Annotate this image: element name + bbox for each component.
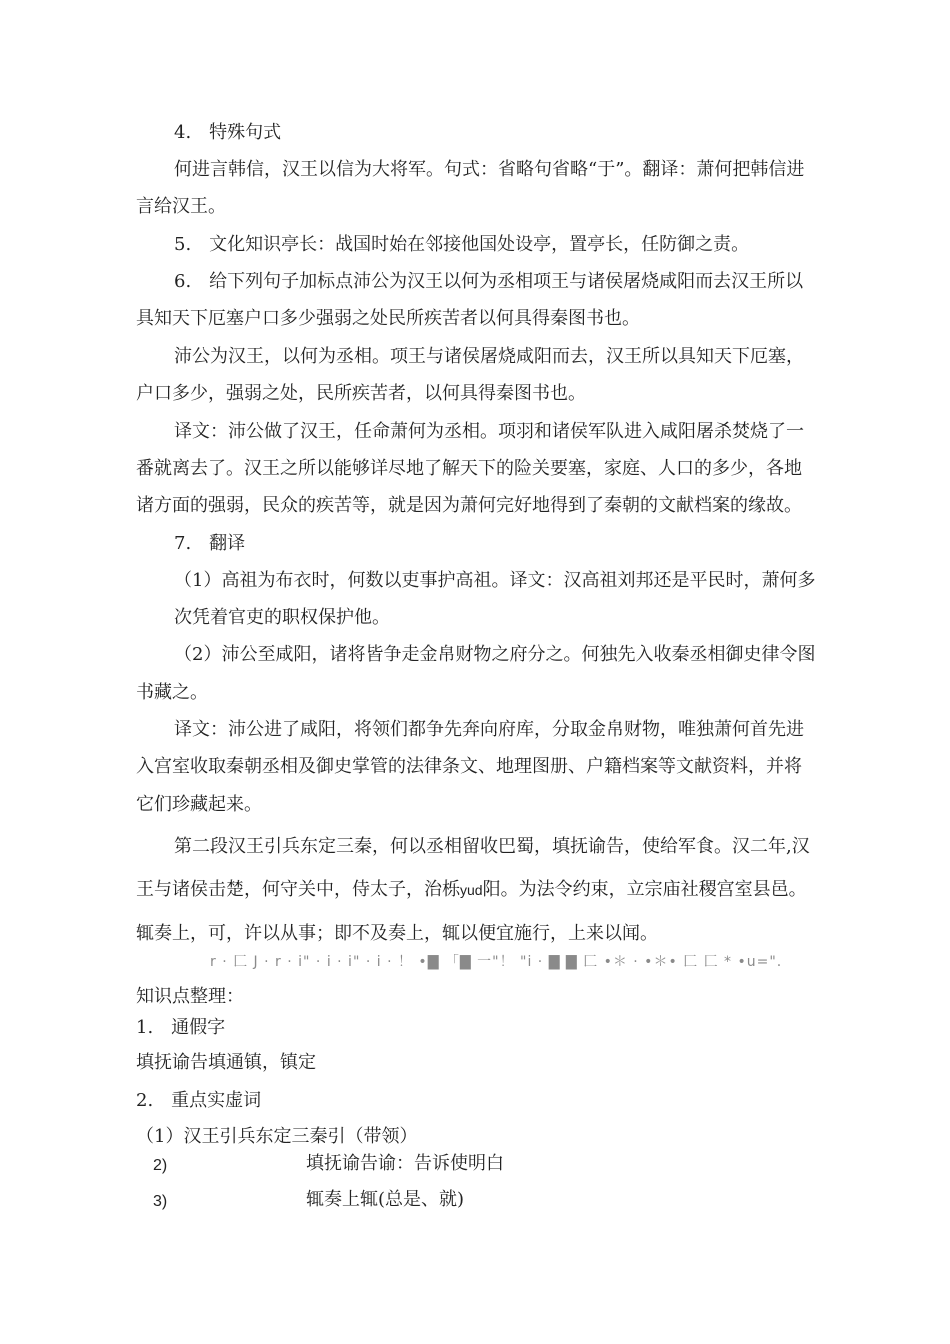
paragraph-text: 王与诸侯击楚，何守关中，侍太子，治栎 <box>136 879 460 900</box>
paragraph-line: 番就离去了。汉王之所以能够详尽地了解天下的险关要塞，家庭、人口的多少，各地 <box>136 458 802 479</box>
paragraph-line: 言给汉王。 <box>136 196 226 217</box>
paragraph-line: 5. 文化知识亭长：战国时始在邻接他国处设亭，置亭长，任防御之责。 <box>174 234 750 255</box>
paragraph-line <box>136 878 807 902</box>
list-item-number: 2) <box>153 1157 168 1174</box>
paragraph-line: 何进言韩信，汉王以信为大将军。句式：省略句省略“于”。翻译：萧何把韩信进 <box>174 159 805 180</box>
paragraph-line: 诸方面的强弱，民众的疾苦等，就是因为萧何完好地得到了秦朝的文献档案的缘故。 <box>136 495 802 516</box>
list-item-number: 3) <box>153 1193 168 1210</box>
paragraph-line: 次凭着官吏的职权保护他。 <box>174 607 390 628</box>
paragraph-line: 6. 给下列句子加标点沛公为汉王以何为丞相项王与诸侯屠烧咸阳而去汉王所以 <box>174 271 804 292</box>
paragraph-line: （2）沛公至咸阳，诸将皆争走金帛财物之府分之。何独先入收秦丞相御史律令图 <box>174 644 816 665</box>
heading-knowledge-points: 知识点整理： <box>136 986 244 1007</box>
heading-translation: 7. 翻译 <box>174 533 246 554</box>
scan-noise-line: r · 匚 J · r · i" · i · i" · i · ！ •▇ 「▇ 一"！ "i · ▇ ▇ 匚 •＊ · •＊• 匚 匚 * •u=". <box>210 954 783 970</box>
heading-key-words: 2. 重点实虚词 <box>136 1090 262 1111</box>
paragraph-line: 它们珍藏起来。 <box>136 794 262 815</box>
paragraph-line: 填抚谕告填通镇，镇定 <box>136 1052 316 1073</box>
paragraph-line: 入宫室收取秦朝丞相及御史掌管的法律条文、地理图册、户籍档案等文献资料，并将 <box>136 756 802 777</box>
heading-tongjiazi: 1. 通假字 <box>136 1017 226 1038</box>
paragraph-line: 译文：沛公进了咸阳，将领们都争先奔向府库，分取金帛财物，唯独萧何首先进 <box>174 719 804 740</box>
paragraph-line: 辄奏上，可，许以从事；即不及奏上，辄以便宜施行，上来以闻。 <box>136 923 658 944</box>
paragraph-line: 译文：沛公做了汉王，任命萧何为丞相。项羽和诸侯军队进入咸阳屠杀焚烧了一 <box>174 421 804 442</box>
paragraph-text: 阳。为法令约束，立宗庙社稷宫室县邑。 <box>482 879 807 900</box>
paragraph-line: 具知天下厄塞户口多少强弱之处民所疾苦者以何具得秦图书也。 <box>136 308 640 329</box>
paragraph-line: 第二段汉王引兵东定三秦，何以丞相留收巴蜀，填抚谕告，使给军食。汉二年,汉 <box>174 836 810 857</box>
paragraph-line: 户口多少，强弱之处，民所疾苦者，以何具得秦图书也。 <box>136 383 586 404</box>
pinyin-annotation: yud <box>460 882 483 898</box>
list-item: 辄奏上辄(总是、就) <box>306 1189 465 1210</box>
paragraph-line: 沛公为汉王，以何为丞相。项王与诸侯屠烧咸阳而去，汉王所以具知天下厄塞， <box>174 346 804 367</box>
paragraph-line: 书藏之。 <box>136 682 208 703</box>
paragraph-line: （1）高祖为布衣时，何数以吏事护高祖。译文：汉高祖刘邦还是平民时，萧何多 <box>174 570 816 591</box>
list-item: （1）汉王引兵东定三秦引（带领） <box>136 1126 418 1147</box>
heading-special-syntax: 4. 特殊句式 <box>174 122 282 143</box>
list-item: 填抚谕告谕：告诉使明白 <box>306 1153 504 1174</box>
